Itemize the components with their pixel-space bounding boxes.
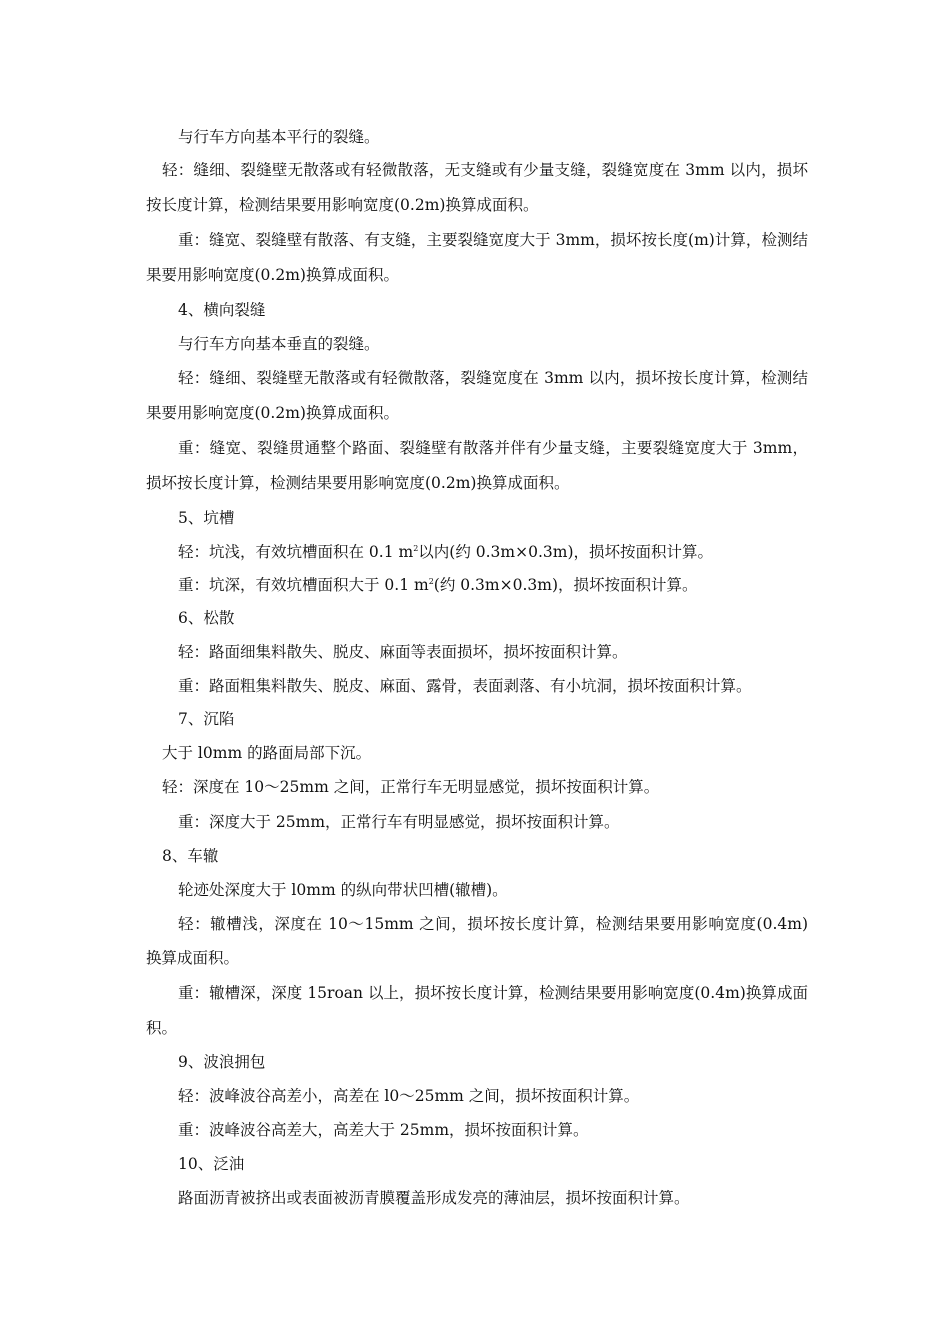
paragraph-pothole-light: 轻：坑浅，有效坑槽面积在 0.1 $m^2$以内(约 0.3m×0.3m)，损坏按面积计算。 — [178, 543, 714, 561]
paragraph: 重：波峰波谷高差大，高差大于 25mm，损坏按面积计算。 — [178, 1121, 589, 1139]
section-heading: 7、沉陷 — [178, 710, 235, 728]
paragraph: 重：缝宽、裂缝壁有散落、有支缝，主要裂缝宽度大于 3mm，损坏按长度(m)计算，检测结 — [178, 231, 808, 249]
section-heading: 10、泛油 — [178, 1155, 245, 1173]
paragraph: 轻：缝细、裂缝壁无散落或有轻微散落，裂缝宽度在 3mm 以内，损坏按长度计算，检测结 — [178, 369, 808, 387]
paragraph: 轻：辙槽浅，深度在 10～15mm 之间，损坏按长度计算，检测结果要用影响宽度(0.4m) — [178, 915, 808, 933]
paragraph: 路面沥青被挤出或表面被沥青膜覆盖形成发亮的薄油层，损坏按面积计算。 — [178, 1189, 690, 1207]
paragraph: 重：缝宽、裂缝贯通整个路面、裂缝壁有散落并伴有少量支缝，主要裂缝宽度大于 3mm， — [178, 439, 808, 457]
paragraph: 轻：缝细、裂缝壁无散落或有轻微散落，无支缝或有少量支缝，裂缝宽度在 3mm 以内，损坏 — [162, 161, 808, 179]
section-heading: 8、车辙 — [162, 847, 219, 865]
paragraph: 换算成面积。 — [146, 949, 240, 967]
paragraph: 轻：波峰波谷高差小，高差在 l0～25mm 之间，损坏按面积计算。 — [178, 1087, 640, 1105]
paragraph: 轻：路面细集料散失、脱皮、麻面等表面损坏，损坏按面积计算。 — [178, 643, 628, 661]
paragraph: 果要用影响宽度(0.2m)换算成面积。 — [146, 404, 399, 422]
paragraph: 果要用影响宽度(0.2m)换算成面积。 — [146, 266, 399, 284]
paragraph: 大于 l0mm 的路面局部下沉。 — [162, 744, 372, 762]
section-heading: 6、松散 — [178, 609, 235, 627]
paragraph: 与行车方向基本平行的裂缝。 — [178, 128, 380, 146]
section-heading: 5、坑槽 — [178, 509, 235, 527]
paragraph: 与行车方向基本垂直的裂缝。 — [178, 335, 380, 353]
paragraph: 轻：深度在 10～25mm 之间，正常行车无明显感觉，损坏按面积计算。 — [162, 778, 660, 796]
paragraph: 重：辙槽深，深度 15roan 以上，损坏按长度计算，检测结果要用影响宽度(0.4m)换算成面 — [178, 984, 808, 1002]
paragraph-pothole-heavy: 重：坑深，有效坑槽面积大于 0.1 $m^2$(约 0.3m×0.3m)，损坏按面积计算。 — [178, 576, 698, 594]
paragraph: 积。 — [146, 1019, 178, 1037]
paragraph: 损坏按长度计算，检测结果要用影响宽度(0.2m)换算成面积。 — [146, 474, 570, 492]
section-heading: 9、波浪拥包 — [178, 1053, 266, 1071]
paragraph: 轮迹处深度大于 l0mm 的纵向带状凹槽(辙槽)。 — [178, 881, 508, 899]
paragraph: 按长度计算，检测结果要用影响宽度(0.2m)换算成面积。 — [146, 196, 539, 214]
section-heading: 4、横向裂缝 — [178, 301, 266, 319]
paragraph: 重：路面粗集料散失、脱皮、麻面、露骨，表面剥落、有小坑洞，损坏按面积计算。 — [178, 677, 752, 695]
paragraph: 重：深度大于 25mm，正常行车有明显感觉，损坏按面积计算。 — [178, 813, 620, 831]
